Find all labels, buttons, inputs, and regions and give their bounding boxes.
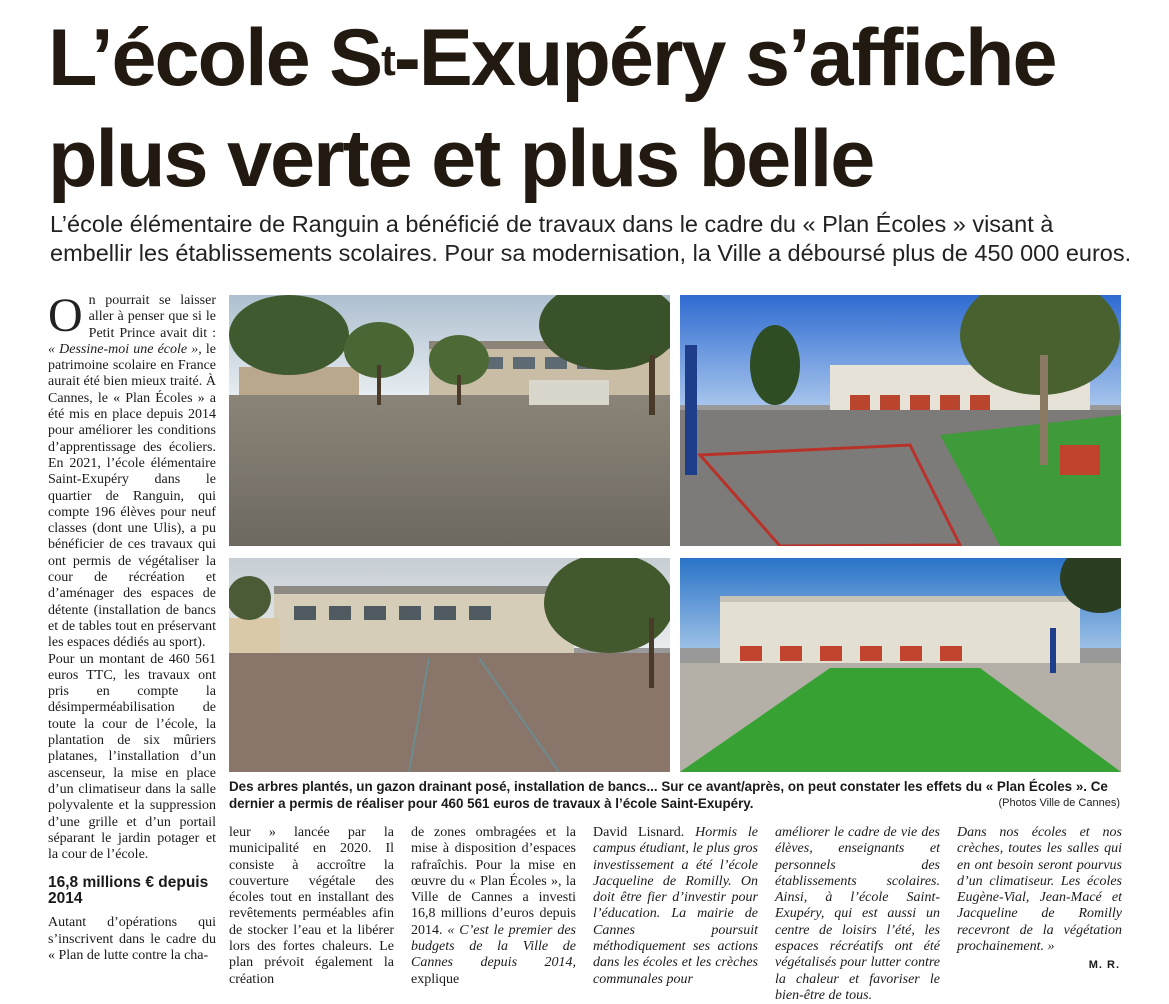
article-column-5: améliorer le cadre de vie des élèves, enseignants et personnels des établissements scolaires. Ainsi, à l’école Saint-Exupéry, qui est aussi un centre de loisirs l’été, les espaces récréatifs ont été végétalisés pour lutter contre la chaleur et favoriser le bien-être de tous. <box>775 825 940 1003</box>
headline: L’école $S^t$-Exupéry s’affiche plus verte et plus belle <box>48 13 1056 204</box>
photo-before-courtyard-2 <box>229 558 670 772</box>
article-column-4: David Lisnard. Hormis le campus étudiant, le plus gros investissement a été l’école Jacqueline de Romilly. On doit être fier d’investir pour l’éducation. La mairie de Cannes poursuit méthodiquement ses actions dans les écoles et les crèches communales pour <box>593 825 758 987</box>
photo-credit: (Photos Ville de Cannes) <box>998 797 1120 809</box>
subheading: 16,8 millions € depuis 2014 <box>48 874 209 908</box>
paragraph: Autant d’opérations qui s’inscrivent dans le cadre du « Plan de lutte contre la cha- <box>48 915 216 963</box>
photo-after-courtyard-2 <box>680 558 1121 772</box>
photo-caption: Des arbres plantés, un gazon drainant posé, installation de bancs... Sur ce avant/après, on peut constater les effets du « Plan Écoles ». Ce dernier a permis de réaliser pour 460 561 euros de travaux à l’école Saint-Exupéry. <box>229 779 1108 811</box>
drop-cap: O <box>48 289 83 342</box>
paragraph: Pour un montant de 460 561 euros TTC, les travaux ont pris en compte la désimperméabilisation de toute la cour de l’école, la plantation de six mûriers platanes, l’installation d’un ascenseur, la mise en place d’un climatiseur dans la salle polyvalente et la suppression d’une grille et d’un portail séparant le jardin potager et la cour de l’école. <box>48 651 216 863</box>
article-column-1: On pourrait se laisser aller à penser que si le Petit Prince avait dit : « Dessine-moi une école », le patrimoine scolaire en France aurait été bien mieux traité. À Cannes, le « Plan Écoles » a été mis en place depuis 2014 pour améliorer les conditions d’apprentissage des écoliers. En 2021, l’école élémentaire Saint-Exupéry dans le quartier de Ranguin, qui compte 196 élèves pour neuf classes (dont une Ulis), a pu bénéficier de ces travaux qui ont permis de végétaliser la cour de récréation et d’aménager des espaces de détente (installation de bancs et de tables tout en préservant les espaces dédiés au sport). Pour un montant de 460 561 euros TTC, les travaux ont pris en compte la désimperméabilisation de toute la cour de l’école, la plantation de six mûriers platanes, l’installation d’un ascenseur, la mise en place d’un climatiseur dans la salle polyvalente et la suppression d’une grille et d’un portail séparant le jardin potager et la cour de l’école. 16,8 millions € depuis 2014 Autant d’opérations qui s’inscrivent dans le cadre du « Plan de lutte contre la cha- <box>48 289 217 963</box>
photo-after-courtyard-1 <box>680 295 1121 546</box>
author-initials: M. R. <box>1088 959 1120 971</box>
photo-before-courtyard-1 <box>229 295 670 546</box>
standfirst: L’école élémentaire de Ranguin a bénéficié de travaux dans le cadre du « Plan Écoles » visant à embellir les établissements scolaires. Pour sa modernisation, la Ville a déboursé plus de 450 000 euros. <box>50 211 1132 266</box>
article-column-3: de zones ombragées et la mise à disposition d’espaces rafraîchis. Pour la mise en œuvre du « Plan Écoles », la Ville de Cannes a investi 16,8 millions d’euros depuis 2014. « C’est le premier des budgets de la Ville de Cannes depuis 2014, explique <box>411 825 576 987</box>
article-column-6: Dans nos écoles et nos crèches, toutes les salles qui en ont besoin seront pourvus d’un climatiseur. Les écoles Eugène-Vial, Jean-Macé et Jacqueline de Romilly recevront de la végétation prochainement. » <box>957 825 1122 955</box>
article-column-2: leur » lancée par la municipalité en 2020. Il consiste à accroître la couverture végétale des écoles tout en installant des revêtements perméables afin de stocker l’eau et la libérer lors des fortes chaleurs. Le plan prévoit également la création <box>229 825 394 987</box>
